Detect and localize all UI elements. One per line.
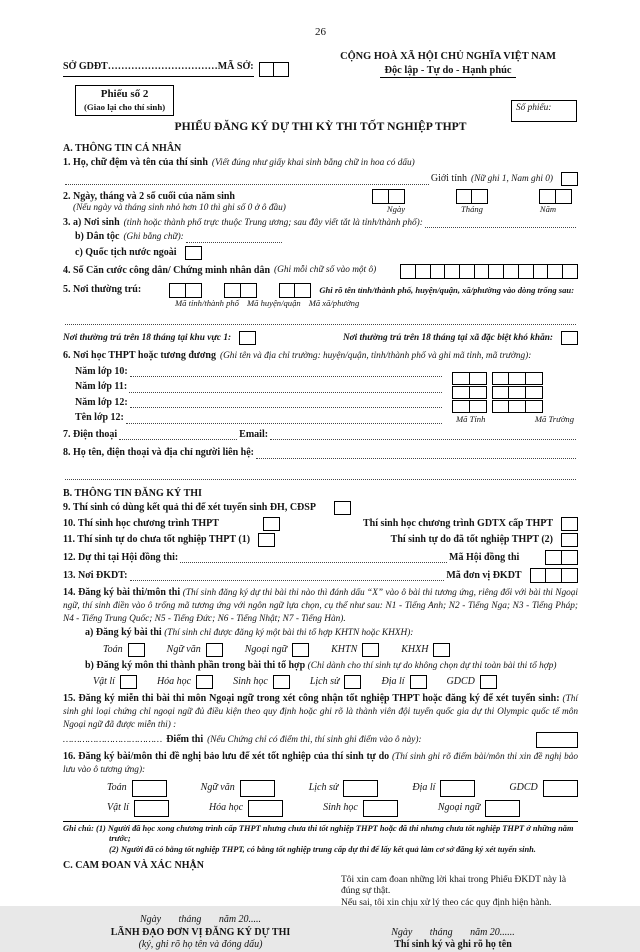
- department-dots: ……………………………: [107, 61, 218, 73]
- birth-year-boxes[interactable]: [539, 189, 572, 204]
- grade12-province-code[interactable]: [452, 400, 487, 413]
- subject-lich-su: Lịch sử: [310, 675, 362, 689]
- grade11-province-code[interactable]: [452, 386, 487, 399]
- reserved-toan: Toán: [107, 780, 167, 797]
- free-graduated-label: Thí sinh tự do đã tốt nghiệp THPT (2): [390, 534, 553, 546]
- program-gdtx-checkbox[interactable]: [561, 517, 578, 531]
- exam-checkbox-row: [103, 643, 578, 657]
- form-title: PHIẾU ĐĂNG KÝ DỰ THI KỲ THI TỐT NGHIỆP THPT: [174, 120, 467, 134]
- gender-checkbox[interactable]: [561, 172, 578, 186]
- vat-li-checkbox[interactable]: [120, 675, 137, 689]
- class12-row: Tên lớp 12:: [63, 412, 444, 425]
- component-subject-note: (Chỉ dành cho thí sinh tự do không chọn dự thi toàn bài thi tổ hợp): [307, 660, 557, 671]
- badge-subtitle: (Giao lại cho thí sinh): [84, 101, 166, 112]
- component-checkbox-row: [93, 675, 578, 689]
- reserved-vat-li-box[interactable]: [134, 800, 169, 817]
- reserved-toan-box[interactable]: [132, 780, 167, 797]
- id-number-boxes[interactable]: [400, 264, 578, 279]
- pledge-text: Tôi xin cam đoan những lời khai trong Phiếu ĐKDT này là đúng sự thật. Nếu sai, tôi xin chịu xử lý theo các quy định hiện hành.: [341, 874, 567, 909]
- grade12-row: Năm lớp 12:: [63, 397, 444, 410]
- email-write-line[interactable]: [270, 429, 576, 440]
- grade11-write-line[interactable]: [129, 382, 442, 393]
- reserved-lich-su: Lịch sử: [309, 780, 379, 797]
- grade11-row: Năm lớp 11:: [63, 381, 444, 394]
- republic-title: CỘNG HOÀ XÃ HỘI CHỦ NGHĨA VIỆT NAM: [340, 50, 556, 62]
- field-registration-place: 13. Nơi ĐKDT: Mã đơn vị ĐKDT: [63, 568, 578, 583]
- phone-write-line[interactable]: [119, 429, 237, 440]
- commune-code-caption: Mã xã/phường: [308, 297, 360, 308]
- fullname-write-line[interactable]: [65, 174, 429, 185]
- birthdate-note: (Nếu ngày và tháng sinh nhỏ hơn 10 thì ghi số 0 ở ô đầu): [73, 203, 286, 214]
- gender-note: (Nữ ghi 1, Nam ghi 0): [470, 174, 553, 185]
- birthdate-label: 2. Ngày, tháng và 2 số cuối của năm sinh: [63, 190, 235, 202]
- birthplace-write-line[interactable]: [425, 217, 576, 228]
- field-program: [63, 517, 578, 531]
- reserved-gdcd: GDCD: [509, 780, 577, 797]
- residence-commune-boxes[interactable]: [279, 283, 312, 298]
- candidate-sign-title: Thí sinh ký và ghi rõ họ tên: [394, 939, 512, 951]
- page-number: 26: [315, 26, 326, 38]
- exam-council-code-label: Mã Hội đồng thi: [449, 551, 520, 563]
- register-exam-label-row: a) Đăng ký bài thi (Thí sinh chỉ được đăng ký một bài thi tổ hợp KHTN hoặc KHXH):: [85, 627, 414, 639]
- section-c-heading: C. CAM ĐOAN VÀ XÁC NHẬN: [63, 860, 204, 872]
- grade10-province-code[interactable]: [452, 372, 487, 385]
- exemption-score-row: [63, 732, 578, 748]
- section-a-heading: A. THÔNG TIN CÁ NHÂN: [63, 142, 182, 154]
- candidate-signature-block: [338, 927, 568, 952]
- score-label: Điểm thi: [166, 734, 204, 746]
- section-b-heading: B. THÔNG TIN ĐĂNG KÝ THI: [63, 487, 202, 499]
- register-exam-note: (Thí sinh chỉ được đăng ký một bài thi tổ hợp KHTN hoặc KHXH):: [164, 628, 414, 639]
- registration-unit-code-boxes[interactable]: [530, 568, 578, 583]
- reserved-hoa-hoc: Hóa học: [209, 800, 283, 817]
- subject-toan: Toán: [103, 643, 145, 657]
- grade12-school-code[interactable]: [492, 400, 543, 413]
- foreign-nationality-checkbox[interactable]: [185, 246, 202, 260]
- official-signature-block: [83, 914, 318, 952]
- footnote-1: Ghi chú: (1) Người đã học xong chương trình cấp THPT nhưng chưa thi tốt nghiệp THPT hoặc đã thi nhưng chưa tốt nghiệp THPT ở những năm trước;: [63, 823, 574, 844]
- hardship-label: Nơi thường trú trên 18 tháng tại xã đặc biệt khó khăn:: [342, 332, 553, 343]
- national-motto: Độc lập - Tự do - Hạnh phúc: [318, 64, 578, 77]
- ngu-van-checkbox[interactable]: [206, 643, 223, 657]
- registration-place-write-line[interactable]: [130, 570, 445, 581]
- field-reserved-scores: 16. Đăng ký bài/môn thi đề nghị bảo lưu để xét tốt nghiệp của thí sinh tự do (Thí sinh ghi rõ điểm bài/môn thi xin đề nghị bảo lưu vào ô tương ứng):: [63, 751, 579, 775]
- province-code-caption: Mã tỉnh/thành phố: [175, 297, 239, 308]
- reserved-row-2: [107, 800, 578, 817]
- subject-khtn: KHTN: [331, 643, 379, 657]
- reserved-scores-note: (Thí sinh ghi rõ điểm bài/môn thi xin đề nghị bảo lưu vào ô tương ứng):: [63, 752, 579, 775]
- residence-duration-row: [63, 331, 578, 345]
- department-code-label: MÃ SỞ:: [217, 61, 254, 73]
- reserved-dia-li: Địa lí: [412, 780, 475, 797]
- reserved-gdcd-box[interactable]: [543, 780, 578, 797]
- field-free-candidate: [63, 533, 578, 547]
- field-fullname-label: 1. Họ, chữ đệm và tên của thí sinh (Viết đúng như giấy khai sinh bằng chữ in hoa có dấu): [63, 157, 415, 169]
- dia-li-checkbox[interactable]: [410, 675, 427, 689]
- reserved-ngu-van-box[interactable]: [240, 780, 275, 797]
- exam-council-write-line[interactable]: [180, 552, 447, 563]
- subject-sinh-hoc: Sinh học: [233, 675, 290, 689]
- field-use-for-admission: 9. Thí sinh có dùng kết quả thi để xét tuyển sinh ĐH, CĐSP: [63, 501, 578, 515]
- candidate-date-line: Ngày tháng năm 20......: [391, 926, 515, 938]
- residence-write-line[interactable]: [65, 314, 576, 325]
- field-phone-email: 7. Điện thoại Email:: [63, 429, 578, 442]
- field-contact: 8. Họ tên, điện thoại và địa chỉ người liên hệ:: [63, 447, 578, 460]
- fullname-note: (Viết đúng như giấy khai sinh bằng chữ in hoa có dấu): [211, 158, 415, 169]
- field-id-number: 4. Số Căn cước công dân/ Chứng minh nhân dân (Ghi mỗi chữ số vào một ô): [63, 264, 578, 279]
- ethnicity-write-line[interactable]: [186, 232, 282, 243]
- zone1-checkbox[interactable]: [239, 331, 256, 345]
- field-birthplace: 3. a) Nơi sinh (tỉnh hoặc thành phố trực thuộc Trung ương; sau đây viết tắt là tỉnh/thành phố):: [63, 217, 578, 230]
- official-title: LÃNH ĐẠO ĐƠN VỊ ĐĂNG KÝ DỰ THI: [110, 926, 291, 938]
- badge-title: Phiếu số 2: [100, 87, 149, 100]
- reserved-row-1: [107, 780, 578, 797]
- subject-ngoai-ngu: Ngoại ngữ: [245, 643, 309, 657]
- subject-dia-li: Địa lí: [381, 675, 426, 689]
- exam-council-code-boxes[interactable]: [545, 550, 578, 565]
- school-code-label: Mã Trường: [534, 414, 574, 425]
- free-graduated-checkbox[interactable]: [561, 533, 578, 547]
- hoa-hoc-checkbox[interactable]: [196, 675, 213, 689]
- grade10-row: Năm lớp 10:: [63, 366, 444, 379]
- email-label: Email:: [239, 428, 269, 440]
- school-note: (Ghi tên và địa chỉ trường: huyện/quận, tỉnh/thành phố và ghi mã tỉnh, mã trường):: [220, 351, 532, 362]
- free-not-graduated-label: 11. Thí sinh tự do chưa tốt nghiệp THPT (1): [63, 534, 251, 546]
- signature-blocks: [63, 914, 578, 952]
- residence-note: Ghi rõ tên tỉnh/thành phố, huyện/quận, xã/phường vào dòng trống sau:: [319, 284, 575, 295]
- field-foreign-nationality: c) Quốc tịch nước ngoài: [75, 246, 578, 260]
- registration-unit-code-label: Mã đơn vị ĐKDT: [446, 569, 522, 581]
- field-language-exemption: 15. Đăng ký miễn thi bài thi môn Ngoại ngữ trong xét công nhận tốt nghiệp THPT hoặc đăng ký để xét tuyển sinh: (Thí sinh ghi loại chứng chỉ ngoại ngữ đủ điều kiện theo quy định hoặc ghi rõ là thành viên đội tuyển quốc gia dự thi Olympic quốc tế môn Ngoại ngữ đã được miễn thi) :: [63, 693, 579, 730]
- gender-label: Giới tính: [430, 173, 467, 185]
- subject-hoa-hoc: Hóa học: [157, 675, 213, 689]
- grade12-write-line[interactable]: [130, 397, 442, 408]
- reserved-ngoai-ngu-box[interactable]: [485, 800, 520, 817]
- residence-district-boxes[interactable]: [224, 283, 257, 298]
- exam-subjects-note: (Thí sinh đăng ký dự thi bài thi nào thì đánh dấu “X” vào ô bài thi tương ứng, riêng đối với bài thi Ngoại ngữ, thí sinh điền vào ô trống mã tương ứng với ngôn ngữ lựa chọn, cụ thể như sau: N1 - Tiếng Anh; N2 - Tiếng Nga; N3 - Tiếng Pháp; N4 - Tiếng Trung Quốc; N5 - Tiếng Đức; N6 - Tiếng Nhật; N7 - Tiếng Hàn).: [63, 588, 578, 624]
- reserved-sinh-hoc: Sinh học: [323, 800, 398, 817]
- day-caption: Ngày: [386, 203, 406, 214]
- residence-province-boxes[interactable]: [169, 283, 202, 298]
- score-note: (Nếu Chứng chỉ có điểm thi, thí sinh ghi điểm vào ô này):: [207, 734, 422, 745]
- province-code-label: Mã Tỉnh: [456, 414, 486, 425]
- contact-write-line[interactable]: [256, 448, 576, 459]
- grade10-write-line[interactable]: [130, 366, 442, 377]
- lich-su-checkbox[interactable]: [344, 675, 361, 689]
- field-ethnicity: b) Dân tộc (Ghi bằng chữ):: [75, 231, 578, 244]
- zone1-label: Nơi thường trú trên 18 tháng tại khu vực 1:: [63, 332, 232, 343]
- ngoai-ngu-checkbox[interactable]: [292, 643, 309, 657]
- subject-khxh: KHXH: [401, 643, 450, 657]
- reserved-sinh-hoc-box[interactable]: [363, 800, 398, 817]
- field-school-label: 6. Nơi học THPT hoặc tương đương (Ghi tên và địa chỉ trường: huyện/quận, tỉnh/thành phố và ghi mã tỉnh, mã trường):: [63, 350, 532, 362]
- department-code-boxes[interactable]: [259, 62, 290, 77]
- program-thpt-label: 10. Thí sinh học chương trình THPT: [63, 518, 219, 530]
- official-sign-note: (ký, ghi rõ họ tên và đóng dấu): [138, 939, 263, 951]
- program-thpt-checkbox[interactable]: [263, 517, 280, 531]
- toan-checkbox[interactable]: [128, 643, 145, 657]
- reserved-vat-li: Vật lí: [107, 800, 169, 817]
- class12-write-line[interactable]: [126, 413, 442, 424]
- reserved-dia-li-box[interactable]: [440, 780, 475, 797]
- contact-write-line2[interactable]: [65, 469, 576, 480]
- subject-ngu-van: Ngữ văn: [167, 643, 223, 657]
- form-copy-badge: [75, 85, 578, 117]
- form-header: [63, 50, 578, 77]
- residence-write-line-row: [63, 314, 578, 326]
- sinh-hoc-checkbox[interactable]: [273, 675, 290, 689]
- hardship-checkbox[interactable]: [561, 331, 578, 345]
- component-subject-label-row: b) Đăng ký môn thi thành phần trong bài thi tổ hợp (Chỉ dành cho thí sinh tự do không chọn dự thi toàn bài thi tổ hợp): [85, 659, 557, 671]
- birth-month-boxes[interactable]: [456, 189, 489, 204]
- subject-gdcd: GDCD: [447, 675, 497, 689]
- official-date-line: Ngày tháng năm 20.....: [139, 914, 262, 926]
- department-label: SỞ GDĐT: [63, 61, 108, 73]
- year-caption: Năm: [539, 203, 557, 214]
- contact-write-line2-row: [63, 469, 578, 481]
- language-exemption-note: (Thí sinh ghi loại chứng chỉ ngoại ngữ đủ điều kiện theo quy định hoặc ghi rõ là thành viên đội tuyển quốc gia dự thi Olympic quốc tế môn Ngoại ngữ đã được miễn thi) :: [63, 694, 579, 730]
- reserved-ngoai-ngu: Ngoại ngữ: [438, 800, 520, 817]
- khtn-checkbox[interactable]: [362, 643, 379, 657]
- month-caption: Tháng: [461, 203, 483, 214]
- grade11-school-code[interactable]: [492, 386, 543, 399]
- use-for-admission-checkbox[interactable]: [334, 501, 351, 515]
- birthplace-note: (tỉnh hoặc thành phố trực thuộc Trung ương; sau đây viết tắt là tỉnh/thành phố):: [123, 217, 423, 228]
- district-code-caption: Mã huyện/quận: [246, 297, 301, 308]
- grade10-school-code[interactable]: [492, 372, 543, 385]
- footnote-divider: [63, 821, 578, 822]
- id-number-note: (Ghi mỗi chữ số vào một ô): [274, 265, 377, 276]
- score-box[interactable]: [536, 732, 578, 748]
- field-birthdate: [63, 189, 578, 215]
- birth-day-boxes[interactable]: [372, 189, 405, 204]
- field-residence: 5. Nơi thường trú: Ghi rõ tên tỉnh/thành phố, huyện/quận, xã/phường vào dòng trống sau:: [63, 283, 578, 298]
- field-exam-subjects: 14. Đăng ký bài thi/môn thi (Thí sinh đăng ký dự thi bài thi nào thì đánh dấu “X” vào ô bài thi tương ứng, riêng đối với bài thi Ngoại ngữ, thí sinh điền vào ô trống mã tương ứng với ngôn ngữ lựa chọn, cụ thể như sau: N1 - Tiếng Anh; N2 - Tiếng Nga; N3 - Tiếng Pháp; N4 - Tiếng Trung Quốc; N5 - Tiếng Đức; N6 - Tiếng Nhật; N7 - Tiếng Hàn).: [63, 587, 578, 624]
- exemption-write-dots[interactable]: ………………………………: [63, 734, 163, 745]
- national-header: [318, 50, 578, 77]
- free-not-graduated-checkbox[interactable]: [258, 533, 275, 547]
- reserved-hoa-hoc-box[interactable]: [248, 800, 283, 817]
- residence-code-captions: [175, 298, 578, 309]
- subject-vat-li: Vật lí: [93, 675, 137, 689]
- gdcd-checkbox[interactable]: [480, 675, 497, 689]
- field-exam-council: 12. Dự thi tại Hội đồng thi: Mã Hội đồng thi: [63, 550, 578, 565]
- program-gdtx-label: Thí sinh học chương trình GDTX cấp THPT: [362, 518, 553, 530]
- khxh-checkbox[interactable]: [433, 643, 450, 657]
- footnote-2: (2) Người đã có bằng tốt nghiệp THPT, có bằng tốt nghiệp trung cấp dự thi để lấy kết quả làm cơ sở đăng ký xét tuyển sinh.: [109, 844, 536, 854]
- serial-number-box[interactable]: [511, 100, 577, 122]
- serial-label: Số phiếu:: [516, 103, 552, 113]
- reserved-ngu-van: Ngữ văn: [201, 780, 275, 797]
- footnote-label: Ghi chú:: [63, 823, 94, 833]
- reserved-lich-su-box[interactable]: [343, 780, 378, 797]
- school-code-grid: [452, 372, 578, 425]
- ethnicity-note: (Ghi bằng chữ):: [123, 232, 184, 243]
- school-history: [63, 365, 578, 425]
- department-line[interactable]: [63, 61, 254, 77]
- field-fullname-line: [63, 172, 578, 186]
